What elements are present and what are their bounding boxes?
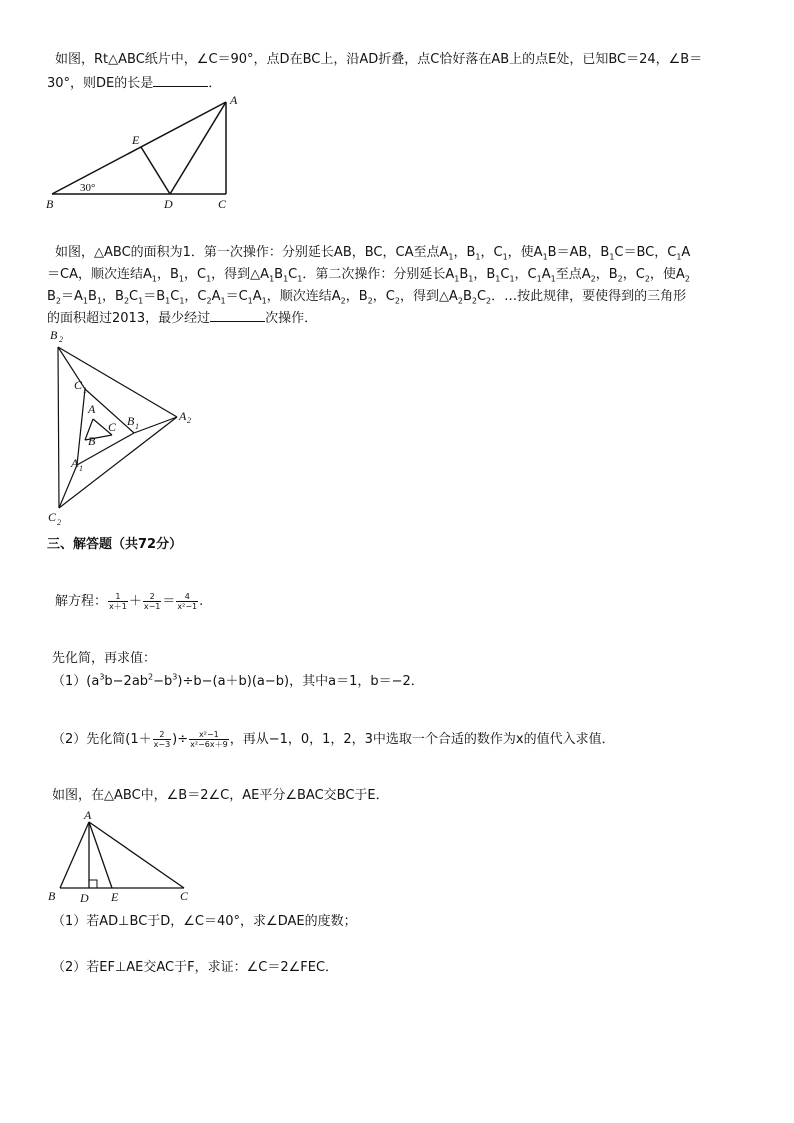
q2-s: 1 bbox=[247, 296, 253, 306]
q2-s: 1 bbox=[82, 296, 89, 306]
q4-p1a: （1）(a bbox=[52, 674, 100, 689]
answer-blank bbox=[153, 74, 208, 87]
q2-t2l: A bbox=[541, 267, 551, 282]
q2-s: 1 bbox=[475, 252, 481, 262]
fraction-3 bbox=[176, 592, 198, 611]
q2-text-line1 bbox=[55, 245, 690, 261]
q2-t3q: C bbox=[476, 289, 487, 304]
q2-s: 1 bbox=[96, 296, 103, 306]
q2-t3c: B bbox=[88, 289, 97, 304]
q2-s: 1 bbox=[448, 252, 454, 262]
label-angle-30: 30° bbox=[80, 182, 96, 194]
q2-t1b: ，B bbox=[453, 245, 476, 260]
label-b1: B bbox=[127, 414, 135, 428]
q2-s: 1 bbox=[138, 296, 144, 306]
q2-t1g: A bbox=[681, 245, 691, 260]
q1-text-line1: 如图，Rt△ABC纸片中，∠C＝90°，点D在BC上，沿AD折叠，点C恰好落在AB上的点E处，已知BC＝24，∠B＝ bbox=[55, 52, 703, 67]
q2-s: 1 bbox=[206, 274, 212, 284]
q4-p1d: )÷b−(a＋b)(a−b)，其中a＝1，b＝−2． bbox=[177, 674, 424, 689]
fold-line-ad bbox=[170, 102, 226, 194]
q4-p2b: )÷ bbox=[172, 732, 189, 747]
q2-t1d: ，使A bbox=[507, 245, 543, 260]
q2-t4b: 次操作． bbox=[265, 311, 318, 326]
q4-sup: 3 bbox=[172, 672, 178, 682]
q2-t3p: B bbox=[462, 289, 472, 304]
q5-part1: （1）若AD⊥BC于D，∠C＝40°，求∠DAE的度数； bbox=[52, 914, 357, 929]
edge-a1c1 bbox=[77, 389, 85, 465]
fraction-4 bbox=[153, 730, 172, 749]
q2-t2c: ，C bbox=[183, 267, 207, 282]
q2-t3a: B bbox=[47, 289, 56, 304]
q2-s: 2 bbox=[684, 274, 690, 284]
q2-s: 1 bbox=[502, 252, 508, 262]
q2-s: 1 bbox=[283, 274, 289, 284]
q2-t3f: ＝B bbox=[143, 289, 166, 304]
q2-t1c: ，C bbox=[480, 245, 503, 260]
q2-s: 1 bbox=[536, 274, 542, 284]
q2-s: 2 bbox=[471, 296, 477, 306]
q2-t3h: ，C bbox=[184, 289, 207, 304]
q2-t3j: ＝C bbox=[225, 289, 248, 304]
q1-figure-triangle bbox=[40, 90, 260, 215]
label-c: C bbox=[218, 197, 227, 211]
q2-t3r: ．…按此规律，要使得到的三角形 bbox=[491, 289, 687, 304]
frac-num: 4 bbox=[176, 592, 198, 602]
q2-t2b: ，B bbox=[156, 267, 179, 282]
q2-t1a: 如图，△ABC的面积为1．第一次操作：分别延长AB，BC，CA至点A bbox=[55, 245, 449, 260]
q2-s: 1 bbox=[179, 296, 185, 306]
edge-c2b2 bbox=[58, 347, 59, 508]
q2-t3m: ，B bbox=[345, 289, 368, 304]
q2-t2e: B bbox=[274, 267, 284, 282]
q2-t3l: ，顺次连结A bbox=[266, 289, 341, 304]
q2-text-line2 bbox=[47, 267, 690, 283]
label-a1: A bbox=[71, 456, 79, 470]
q2-s: 2 bbox=[55, 296, 62, 306]
label-c1: C bbox=[74, 378, 83, 392]
q2-s: 2 bbox=[644, 274, 650, 284]
q2-t3o: ，得到△A bbox=[399, 289, 458, 304]
q2-t3g: C bbox=[170, 289, 180, 304]
fraction-5 bbox=[189, 730, 229, 749]
q2-t2j: C bbox=[500, 267, 510, 282]
q2-t2m: 至点A bbox=[555, 267, 591, 282]
q4-part1 bbox=[52, 674, 424, 690]
q4-p2c: ，再从−1，0，1，2，3中选取一个合适的数作为x的值代入求值． bbox=[229, 732, 615, 747]
q4-sup: 3 bbox=[99, 672, 105, 682]
q2-s: 1 bbox=[178, 274, 184, 284]
q2-s: 1 bbox=[609, 252, 615, 262]
q2-figure-triangles bbox=[40, 325, 210, 530]
label-a2: A bbox=[179, 409, 187, 423]
label-a: A bbox=[230, 93, 238, 107]
frac-num: 1 bbox=[108, 592, 128, 602]
q2-s: 1 bbox=[269, 274, 275, 284]
q2-t2n: ，B bbox=[595, 267, 618, 282]
q4-intro: 先化简，再求值： bbox=[52, 651, 157, 666]
q2-t3k: A bbox=[252, 289, 262, 304]
q2-s: 2 bbox=[123, 296, 130, 306]
label-b: B bbox=[46, 197, 54, 211]
q2-s: 1 bbox=[297, 274, 303, 284]
label-e: E bbox=[132, 133, 140, 147]
q5-intro: 如图，在△ABC中，∠B＝2∠C，AE平分∠BAC交BC于E． bbox=[52, 788, 389, 803]
q2-s: 1 bbox=[220, 296, 226, 306]
label-d: D bbox=[164, 197, 173, 211]
frac-den: x−3 bbox=[153, 740, 171, 749]
q2-s: 2 bbox=[394, 296, 400, 306]
edge-ac bbox=[89, 822, 184, 888]
q2-t3e: C bbox=[129, 289, 139, 304]
label-c2-sub: 2 bbox=[57, 518, 61, 527]
frac-den: x−1 bbox=[143, 602, 161, 611]
q2-s: 1 bbox=[165, 296, 171, 306]
q2-t2p: ，使A bbox=[649, 267, 685, 282]
q2-t1e: B＝AB，B bbox=[547, 245, 610, 260]
q2-t3n: ，C bbox=[372, 289, 395, 304]
q2-s: 1 bbox=[261, 296, 267, 306]
label-a: A bbox=[84, 808, 92, 822]
fraction-2 bbox=[143, 592, 162, 611]
q2-t2o: ，C bbox=[622, 267, 645, 282]
q2-s: 1 bbox=[468, 274, 474, 284]
frac-den: x＋1 bbox=[109, 602, 127, 611]
label-c: C bbox=[108, 420, 117, 434]
q3-end: . bbox=[199, 594, 204, 609]
q2-t3b: ＝A bbox=[61, 289, 83, 304]
label-b: B bbox=[88, 434, 96, 448]
q2-s: 2 bbox=[590, 274, 596, 284]
q1-text-line2-b: ． bbox=[208, 76, 222, 91]
edge-ab bbox=[52, 102, 226, 194]
label-b1-sub: 1 bbox=[135, 422, 139, 431]
q2-s: 1 bbox=[509, 274, 515, 284]
q2-s: 1 bbox=[550, 274, 556, 284]
q2-t4a: 的面积超过2013，最少经过 bbox=[47, 311, 211, 326]
q4-p2a: （2）先化简(1＋ bbox=[52, 732, 152, 747]
q2-t2d: ，得到△A bbox=[211, 267, 270, 282]
right-angle-mark bbox=[89, 880, 97, 888]
q5-part2: （2）若EF⊥AE交AC于F，求证：∠C＝2∠FEC． bbox=[52, 960, 339, 975]
q2-t2g: ．第二次操作：分别延长A bbox=[302, 267, 455, 282]
q5-figure-triangle bbox=[40, 808, 200, 906]
q2-t2a: ＝CA，顺次连结A bbox=[47, 267, 152, 282]
q2-text-line3 bbox=[47, 289, 686, 305]
q2-t2h: B bbox=[459, 267, 469, 282]
q2-s: 1 bbox=[454, 274, 460, 284]
q2-s: 2 bbox=[486, 296, 492, 306]
edge-ab bbox=[60, 822, 89, 888]
q3-plus: ＋ bbox=[128, 594, 142, 609]
frac-num: x²−1 bbox=[189, 730, 229, 740]
q2-t2k: ，C bbox=[514, 267, 537, 282]
frac-den: x²−6x＋9 bbox=[190, 740, 228, 749]
segment-de bbox=[141, 147, 170, 194]
label-e: E bbox=[111, 890, 119, 904]
label-a: A bbox=[88, 402, 96, 416]
q2-s: 1 bbox=[495, 274, 501, 284]
q2-s: 2 bbox=[340, 296, 346, 306]
q4-p1c: −b bbox=[153, 674, 173, 689]
q2-t1f: C＝BC，C bbox=[614, 245, 677, 260]
q1-text-line2-a: 30°，则DE的长是 bbox=[47, 76, 154, 91]
frac-num: 2 bbox=[143, 592, 162, 602]
label-c2: C bbox=[48, 510, 57, 524]
q2-s: 1 bbox=[676, 252, 682, 262]
q2-s: 1 bbox=[542, 252, 548, 262]
label-a1-sub: 1 bbox=[79, 464, 83, 473]
label-b2-sub: 2 bbox=[59, 335, 63, 344]
section-title: 三、解答题（共72分） bbox=[47, 537, 183, 552]
q2-s: 2 bbox=[206, 296, 212, 306]
q3-equation bbox=[55, 592, 203, 612]
label-d: D bbox=[80, 891, 89, 905]
label-a2-sub: 2 bbox=[187, 416, 191, 425]
frac-den: x²−1 bbox=[177, 602, 198, 611]
label-b2: B bbox=[50, 328, 58, 342]
frac-num: 2 bbox=[153, 730, 172, 740]
q4-part2 bbox=[52, 730, 615, 750]
q2-t2f: C bbox=[288, 267, 298, 282]
q4-sup: 2 bbox=[148, 672, 154, 682]
q2-s: 2 bbox=[617, 274, 623, 284]
label-b: B bbox=[48, 889, 56, 903]
fraction-1 bbox=[108, 592, 128, 611]
q2-s: 2 bbox=[367, 296, 373, 306]
q2-s: 2 bbox=[457, 296, 463, 306]
label-c1-sub: 1 bbox=[83, 386, 87, 395]
ext-b1a2 bbox=[134, 417, 177, 433]
label-c: C bbox=[180, 889, 189, 903]
q4-p1b: b−2ab bbox=[104, 674, 149, 689]
q2-t3i: A bbox=[211, 289, 221, 304]
q3-prefix: 解方程： bbox=[55, 594, 108, 609]
q2-t3d: ，B bbox=[102, 289, 124, 304]
q3-eq: ＝ bbox=[162, 594, 176, 609]
q2-s: 1 bbox=[151, 274, 157, 284]
bisector-ae bbox=[89, 822, 112, 888]
q2-t2i: ，B bbox=[473, 267, 496, 282]
answer-blank bbox=[210, 309, 265, 322]
